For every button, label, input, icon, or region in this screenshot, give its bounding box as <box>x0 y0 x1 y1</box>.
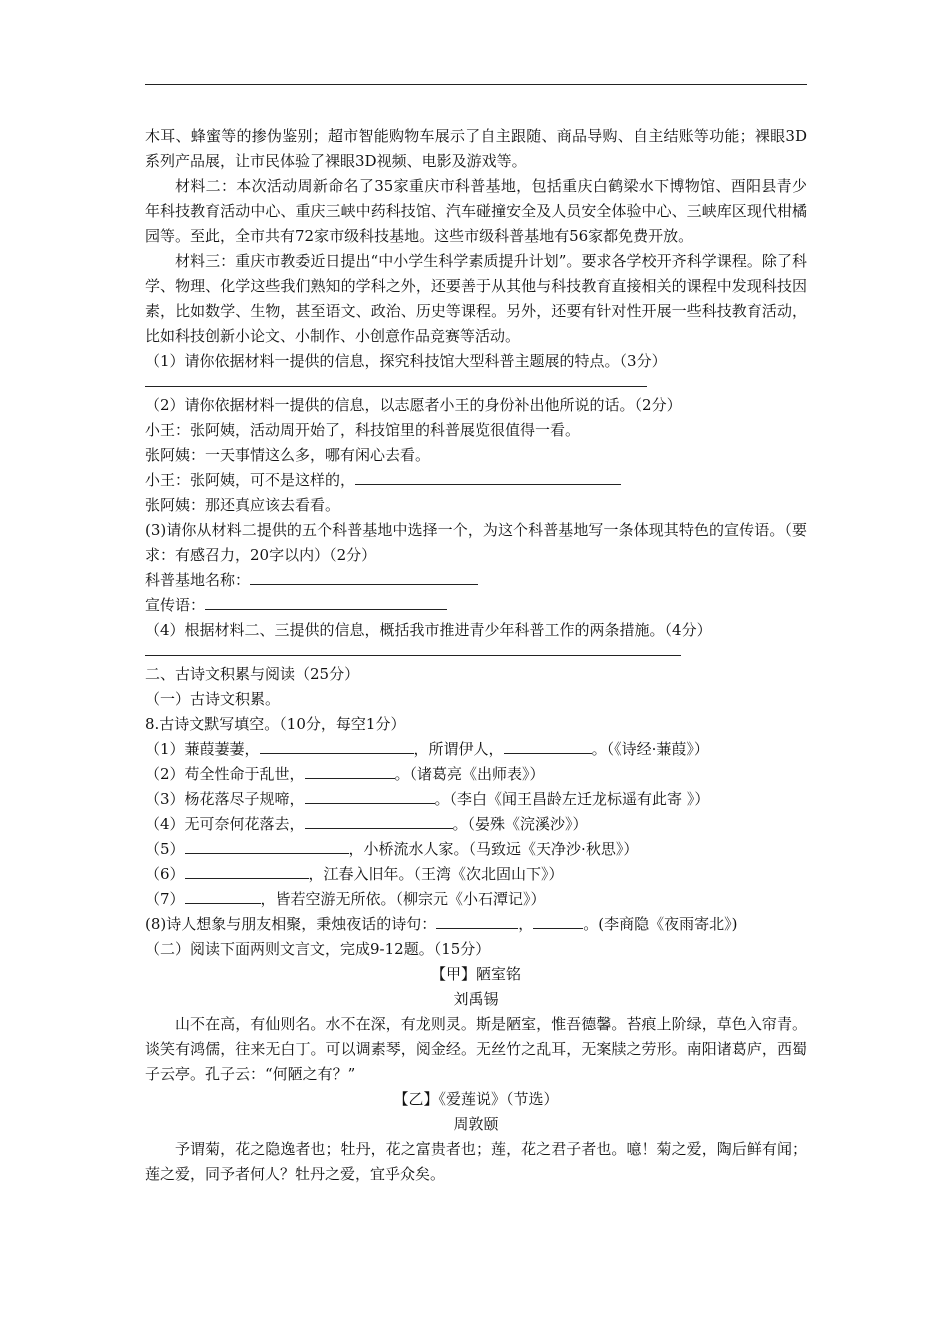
passage-jia-author: 刘禹锡 <box>453 990 499 1008</box>
q3-slogan-row <box>145 593 807 618</box>
header-rule <box>145 84 807 85</box>
question-8-title: 8.古诗文默写填空。（10分，每空1分） <box>145 715 406 733</box>
poem-3 <box>145 787 807 812</box>
dialog-line-4: 张阿姨：那还真应该去看看。 <box>145 496 341 514</box>
material1-tail: 木耳、蜂蜜等的掺伪鉴别；超市智能购物车展示了自主跟随、商品导购、自主结账等功能；裸眼3D系列产品展，让市民体验了裸眼3D视频、电影及游戏等。 <box>145 127 807 170</box>
answer-line-q1[interactable] <box>145 374 647 387</box>
question-3: (3)请你从材料二提供的五个科普基地中选择一个，为这个科普基地写一条体现其特色的宣传语。（要求：有感召力，20字以内）（2分） <box>145 521 807 564</box>
poem-6-part-a: （6） <box>145 865 185 883</box>
subsection-1-title: （一）古诗文积累。 <box>145 690 281 708</box>
answer-blank-base-name[interactable] <box>250 568 478 585</box>
poem-4-blank[interactable] <box>305 812 453 829</box>
poem-7 <box>145 887 807 912</box>
poem-2-part-b: 。（诸葛亮《出师表》） <box>394 765 545 783</box>
poem-1-part-c: 。（《诗经·蒹葭》） <box>591 740 709 758</box>
poem-6 <box>145 862 807 887</box>
answer-blank-slogan[interactable] <box>205 593 447 610</box>
material2: 材料二：本次活动周新命名了35家重庆市科普基地，包括重庆白鹤梁水下博物馆、酉阳县青少年科技教育活动中心、重庆三峡中药科技馆、汽车碰撞安全及人员安全体验中心、三峡库区现代柑橘园等。至此，全市共有72家市级科技基地。这些市级科普基地有56家都免费开放。 <box>145 177 807 245</box>
poem-1-part-b: ，所谓伊人， <box>413 740 504 758</box>
poem-1-part-a: （1）蒹葭萋萋， <box>145 740 260 758</box>
poem-2-blank[interactable] <box>305 762 395 779</box>
answer-blank-q2[interactable] <box>355 468 621 485</box>
q3-slogan-label: 宣传语： <box>145 596 206 614</box>
poem-3-part-a: （3）杨花落尽子规啼， <box>145 790 305 808</box>
poem-1-blank-2[interactable] <box>504 737 592 754</box>
passage-jia-text: 山不在高，有仙则名。水不在深，有龙则灵。斯是陋室，惟吾德馨。苔痕上阶绿，草色入帘青。谈笑有鸿儒，往来无白丁。可以调素琴，阅金经。无丝竹之乱耳，无案牍之劳形。南阳诸葛庐，西蜀子云亭。孔子云：“何陋之有？” <box>145 1015 807 1083</box>
passage-yi-author: 周敦颐 <box>453 1115 499 1133</box>
question-2: （2）请你依据材料一提供的信息，以志愿者小王的身份补出他所说的话。（2分） <box>145 396 682 414</box>
dialog-line-2: 张阿姨：一天事情这么多，哪有闲心去看。 <box>145 446 431 464</box>
material3: 材料三：重庆市教委近日提出“中小学生科学素质提升计划”。要求各学校开齐科学课程。除了科学、物理、化学这些我们熟知的学科之外，还要善于从其他与科技教育直接相关的课程中发现科技因素，比如数学、生物，甚至语文、政治、历史等课程。另外，还要有针对性开展一些科技教育活动，比如科技创新小论文、小制作、小创意作品竞赛等活动。 <box>145 252 807 345</box>
section-2-title: 二、古诗文积累与阅读（25分） <box>145 665 360 683</box>
answer-line-q4[interactable] <box>145 643 681 656</box>
dialog-line-1: 小王：张阿姨，活动周开始了，科技馆里的科普展览很值得一看。 <box>145 421 581 439</box>
poem-2-part-a: （2）苟全性命于乱世， <box>145 765 305 783</box>
poem-7-blank[interactable] <box>185 887 261 904</box>
poem-8 <box>145 912 807 937</box>
dialog-line-3-text: 小王：张阿姨，可不是这样的， <box>145 471 356 489</box>
poem-2 <box>145 762 807 787</box>
poem-5-blank[interactable] <box>185 837 349 854</box>
poem-7-part-b: ，皆若空游无所依。（柳宗元《小石潭记》） <box>260 890 546 908</box>
poem-6-blank[interactable] <box>185 862 309 879</box>
poem-6-part-b: ，江春入旧年。（王湾《次北固山下》） <box>308 865 564 883</box>
poem-4-part-a: （4）无可奈何花落去， <box>145 815 305 833</box>
passage-yi-title: 【乙】《爱莲说》（节选） <box>393 1090 559 1108</box>
dialog-line-3 <box>145 468 807 493</box>
poem-8-part-a: (8)诗人想象与朋友相聚，秉烛夜话的诗句： <box>145 915 437 933</box>
question-1: （1）请你依据材料一提供的信息，探究科技馆大型科普主题展的特点。（3分） <box>145 352 667 370</box>
poem-4 <box>145 812 807 837</box>
poem-5-part-a: （5） <box>145 840 185 858</box>
passage-jia-title: 【甲】陋室铭 <box>430 965 521 983</box>
exam-page <box>145 124 807 1187</box>
poem-5-part-b: ，小桥流水人家。（马致远《天净沙·秋思》） <box>348 840 639 858</box>
poem-8-part-b: ， <box>518 915 534 933</box>
poem-4-part-b: 。（晏殊《浣溪沙》） <box>452 815 588 833</box>
poem-8-blank-2[interactable] <box>533 912 583 929</box>
poem-8-blank-1[interactable] <box>436 912 518 929</box>
poem-1-blank-1[interactable] <box>260 737 414 754</box>
poem-1 <box>145 737 807 762</box>
subsection-2-title: （二）阅读下面两则文言文，完成9-12题。（15分） <box>145 940 491 958</box>
poem-8-part-c: 。(李商隐《夜雨寄北》) <box>583 915 738 933</box>
poem-3-blank[interactable] <box>305 787 435 804</box>
q3-name-label: 科普基地名称： <box>145 571 251 589</box>
passage-yi-text: 予谓菊，花之隐逸者也；牡丹，花之富贵者也；莲，花之君子者也。噫！菊之爱，陶后鲜有闻；莲之爱，同予者何人？牡丹之爱，宜乎众矣。 <box>145 1140 807 1183</box>
q3-name-row <box>145 568 807 593</box>
poem-3-part-b: 。（李白《闻王昌龄左迁龙标遥有此寄 》） <box>434 790 710 808</box>
poem-5 <box>145 837 807 862</box>
question-4: （4）根据材料二、三提供的信息，概括我市推进青少年科普工作的两条措施。（4分） <box>145 621 712 639</box>
poem-7-part-a: （7） <box>145 890 185 908</box>
